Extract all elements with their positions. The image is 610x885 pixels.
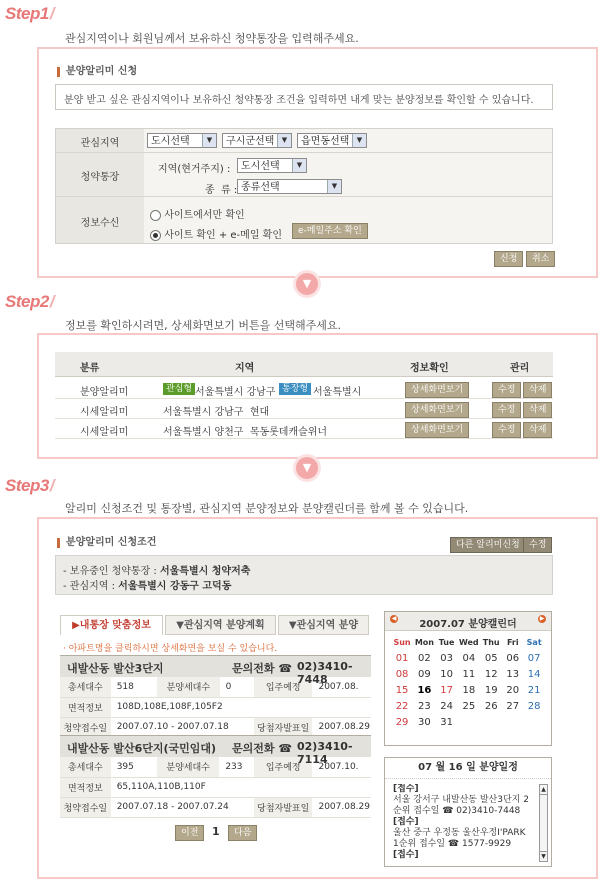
phone-number: 02)3410-7114: [297, 740, 353, 766]
cell-value: 65,110A,110B,110F: [116, 782, 206, 792]
detail-view-button[interactable]: 상세화면보기: [405, 382, 469, 398]
schedule-line: [접수]: [393, 784, 419, 794]
calendar-date[interactable]: 19: [484, 684, 498, 696]
calendar-week: [391, 650, 545, 666]
header-category: 분류: [80, 363, 100, 374]
delete-button[interactable]: 삭제: [523, 422, 552, 438]
apartment-block: [60, 735, 371, 818]
district-select[interactable]: 구시군선택 ▼: [222, 133, 292, 148]
cell-label: 분양세대수: [157, 757, 219, 777]
calendar-grid: [391, 634, 545, 730]
tab-interest-plan[interactable]: ▼관심지역 분양계획: [165, 615, 276, 635]
step2-label: Step2/: [5, 292, 55, 311]
cell-label: 당첨자발표일: [254, 797, 313, 817]
scroll-up-icon[interactable]: ▲: [541, 786, 546, 793]
day-name: Sat: [526, 637, 542, 647]
calendar-date: [502, 714, 523, 730]
notify-option-site-email[interactable]: 사이트 확인 + e-메일 확인: [150, 226, 282, 241]
calendar-date[interactable]: 02: [418, 652, 431, 664]
condition-account: - 보유중인 청약통장 : 서울특별시 청약저축: [63, 566, 251, 577]
calendar-date[interactable]: 10: [440, 668, 453, 680]
calendar-date[interactable]: 14: [527, 668, 541, 680]
calendar-date[interactable]: 27: [506, 700, 520, 712]
edit-condition-button[interactable]: 수정: [523, 537, 552, 553]
schedule-line: [접수]: [393, 817, 419, 827]
apply-button[interactable]: 신청: [494, 251, 523, 267]
step2-table: [55, 352, 553, 440]
calendar-date[interactable]: 06: [506, 652, 520, 664]
cell-label: 청약접수일: [60, 717, 111, 737]
town-select[interactable]: 읍면동선택 ▼: [297, 133, 367, 148]
cell-value: 2007.08.29: [318, 722, 370, 732]
cell-label: 입주예정: [254, 677, 313, 697]
cancel-button[interactable]: 취소: [526, 251, 555, 267]
calendar-days-row: [391, 634, 545, 650]
account-label: 청약통장: [80, 172, 120, 183]
calendar-week: [391, 682, 545, 698]
cell-label: 청약접수일: [60, 797, 111, 817]
apartment-info-table: [60, 677, 371, 738]
type-label: 종 류 :: [205, 185, 238, 196]
calendar-date[interactable]: 18: [462, 684, 476, 696]
apartment-block: [60, 655, 371, 738]
schedule-line: 울산 중구 우정동 울산우정I'PARK 1순위 접수일 ☎ 1577-9929: [393, 828, 526, 849]
cell-value: 2007.08.: [318, 681, 359, 692]
delete-button[interactable]: 삭제: [523, 382, 552, 398]
apartment-name[interactable]: 내발산동 발산6단지(국민임대): [67, 742, 217, 755]
calendar-week: [391, 714, 545, 730]
calendar-date[interactable]: 12: [484, 668, 498, 680]
schedule-widget: [384, 757, 552, 867]
residence-label: 지역(현거주지) :: [158, 164, 231, 175]
calendar-title: 2007.07 분양캘린더: [419, 619, 517, 630]
chevron-down-icon: ▼: [202, 134, 216, 147]
calendar-date[interactable]: 01: [395, 652, 409, 664]
radio-checked-icon: [150, 230, 161, 241]
edit-button[interactable]: 수정: [492, 382, 521, 398]
form-divider-2: [56, 196, 552, 197]
calendar-date[interactable]: 23: [418, 700, 431, 712]
step3-section-title: 분양알리미 신청조건: [57, 538, 156, 548]
calendar-date[interactable]: 07: [527, 652, 541, 664]
day-name: Tue: [438, 637, 455, 647]
calendar-header: [385, 612, 551, 631]
chevron-down-icon: ▼: [292, 159, 306, 172]
cell-value: 0: [225, 681, 232, 692]
radio-icon: [150, 210, 161, 221]
step1-info-box: 분양 받고 싶은 관심지역이나 보유하신 청약통장 조건을 입력하면 내게 맞는 분양정보를 확인할 수 있습니다.: [55, 84, 553, 110]
next-page-button[interactable]: 다음: [228, 825, 257, 841]
row-category: 시세알리미: [80, 407, 129, 418]
calendar-date[interactable]: 24: [440, 700, 453, 712]
calendar-date[interactable]: 11: [462, 668, 476, 680]
apartment-header: [60, 735, 371, 766]
row-region-2: 서울특별시: [313, 387, 362, 398]
chevron-down-icon: ▼: [352, 134, 366, 147]
cell-value: 2007.07.18 - 2007.07.24: [116, 802, 229, 812]
other-alarm-button[interactable]: 다른 알리미신청: [450, 537, 526, 553]
arrow-down-icon: ▼: [293, 270, 321, 298]
step1-description: 관심지역이나 회원님께서 보유하신 청약통장을 입력해주세요.: [65, 32, 359, 45]
step1-section-title: 분양알리미 신청: [57, 67, 137, 77]
interest-tag: 관심형: [163, 383, 195, 395]
cell-label: 총세대수: [60, 677, 111, 697]
calendar-date[interactable]: 16: [417, 684, 432, 696]
step1-label: Step1/: [5, 4, 55, 23]
calendar-date[interactable]: 04: [462, 652, 476, 664]
notify-option-site[interactable]: 사이트에서만 확인: [150, 206, 245, 221]
calendar-date[interactable]: 26: [484, 700, 498, 712]
calendar-date[interactable]: 05: [484, 652, 498, 664]
table-header: [55, 352, 553, 377]
phone-number: 02)3410-7448: [297, 660, 353, 686]
calendar-prev-icon[interactable]: ◀: [391, 615, 397, 622]
chevron-down-icon: ▼: [277, 134, 291, 147]
delete-button[interactable]: 삭제: [523, 402, 552, 418]
row-category: 분양알리미: [80, 387, 129, 398]
apartment-name[interactable]: 내발산동 발산3단지: [67, 662, 164, 675]
notice-text: · 아파트명을 클릭하시면 상세화면을 보실 수 있습니다.: [63, 644, 278, 654]
header-manage: 관리: [510, 363, 530, 374]
calendar-date[interactable]: 29: [395, 716, 409, 728]
calendar-date[interactable]: 21: [527, 684, 541, 696]
cell-label: 면적정보: [60, 777, 111, 797]
cell-label: 분양세대수: [157, 677, 220, 697]
cell-value: 233: [225, 761, 243, 772]
schedule-line: 서울 강서구 내발산동 발산3단지 2순위 접수일 ☎ 02)3410-7448: [393, 795, 529, 816]
type-select[interactable]: 종류선택 ▼: [237, 179, 342, 194]
form-divider-1: [56, 152, 552, 153]
cell-label: 입주예정: [254, 757, 313, 777]
schedule-title: 07 월 16 일 분양일정: [385, 758, 551, 779]
schedule-list: [393, 784, 533, 862]
day-name: Thu: [482, 637, 500, 647]
row-region: 서울특별시 강남구: [195, 387, 276, 398]
calendar-date: [480, 714, 502, 730]
calendar-date[interactable]: 25: [462, 700, 476, 712]
calendar-date[interactable]: 30: [418, 716, 431, 728]
calendar-date[interactable]: 08: [395, 668, 409, 680]
condition-region: - 관심지역 : 서울특별시 강동구 고덕동: [63, 581, 232, 592]
phone-label: 문의전화 ☎: [232, 742, 293, 755]
step3-label: Step3/: [5, 476, 55, 495]
calendar-date: [457, 714, 480, 730]
residence-select[interactable]: 도시선택 ▼: [237, 158, 307, 173]
cell-value: 395: [116, 761, 134, 772]
notify-label: 정보수신: [80, 218, 120, 229]
calendar-date[interactable]: 17: [440, 684, 453, 696]
tab-my-account[interactable]: ▶내통장 맞춤정보: [60, 615, 163, 635]
page-number[interactable]: 1: [212, 825, 220, 838]
calendar-date[interactable]: 22: [395, 700, 409, 712]
phone-label: 문의전화 ☎: [232, 662, 293, 675]
detail-view-button[interactable]: 상세화면보기: [405, 402, 469, 418]
day-name: Sun: [393, 637, 411, 647]
cell-value: 2007.08.29: [318, 802, 370, 812]
tab-interest-sale[interactable]: ▼관심지역 분양: [278, 615, 369, 635]
cell-label: 면적정보: [60, 697, 111, 717]
step2-description: 정보를 확인하시려면, 상세화면보기 버튼을 선택해주세요.: [65, 319, 342, 332]
detail-view-button[interactable]: 상세화면보기: [405, 422, 469, 438]
calendar-next-icon[interactable]: ▶: [539, 615, 545, 622]
day-name: Mon: [414, 637, 434, 647]
header-info: 정보확인: [410, 363, 449, 374]
email-check-button[interactable]: e-메일주소 확인: [292, 223, 368, 239]
schedule-scrollbar[interactable]: [539, 784, 548, 862]
row-category: 시세알리미: [80, 427, 129, 438]
day-name: Wed: [458, 637, 479, 647]
step3-description: 알리미 신청조건 및 통장별, 관심지역 분양정보와 분양캘린더를 함께 볼 수 있습니다.: [65, 502, 469, 515]
cell-label: 총세대수: [60, 757, 111, 777]
edit-button[interactable]: 수정: [492, 402, 521, 418]
cell-label: 당첨자발표일: [254, 717, 313, 737]
cell-value: 108D,108E,108F,105F2: [116, 702, 223, 712]
table-row: [55, 379, 553, 399]
city-select[interactable]: 도시선택 ▼: [147, 133, 217, 148]
table-row: [55, 399, 553, 419]
row-region: 서울특별시 양천구 목동롯데캐슬위너: [163, 427, 328, 438]
account-tag: 통장형: [279, 383, 311, 395]
day-name: Fri: [506, 637, 519, 647]
chevron-down-icon: ▼: [327, 180, 341, 193]
header-region: 지역: [235, 363, 255, 374]
calendar-date[interactable]: 15: [395, 684, 409, 696]
calendar-date[interactable]: 09: [418, 668, 431, 680]
arrow-down-icon: ▼: [293, 454, 321, 482]
calendar-date[interactable]: 31: [440, 716, 453, 728]
calendar-dates: [391, 650, 545, 730]
calendar-date[interactable]: 20: [506, 684, 520, 696]
calendar-date[interactable]: 03: [440, 652, 453, 664]
cell-value: 518: [116, 681, 134, 692]
region-label: 관심지역: [80, 138, 120, 149]
edit-button[interactable]: 수정: [492, 422, 521, 438]
scroll-down-icon[interactable]: ▼: [541, 853, 546, 860]
cell-value: 2007.07.10 - 2007.07.18: [116, 722, 229, 732]
calendar-date[interactable]: 13: [506, 668, 520, 680]
apartment-header: [60, 655, 371, 686]
table-row: [55, 419, 553, 439]
apartment-info-table: [60, 757, 371, 818]
calendar-week: [391, 698, 545, 714]
cell-value: 2007.10.: [318, 761, 359, 772]
schedule-line: [접수]: [393, 850, 419, 860]
prev-page-button[interactable]: 이전: [175, 825, 204, 841]
calendar-date: [523, 714, 545, 730]
row-region: 서울특별시 강남구 현대: [163, 407, 270, 418]
calendar-widget: [384, 611, 552, 746]
calendar-week: [391, 666, 545, 682]
calendar-date[interactable]: 28: [527, 700, 541, 712]
